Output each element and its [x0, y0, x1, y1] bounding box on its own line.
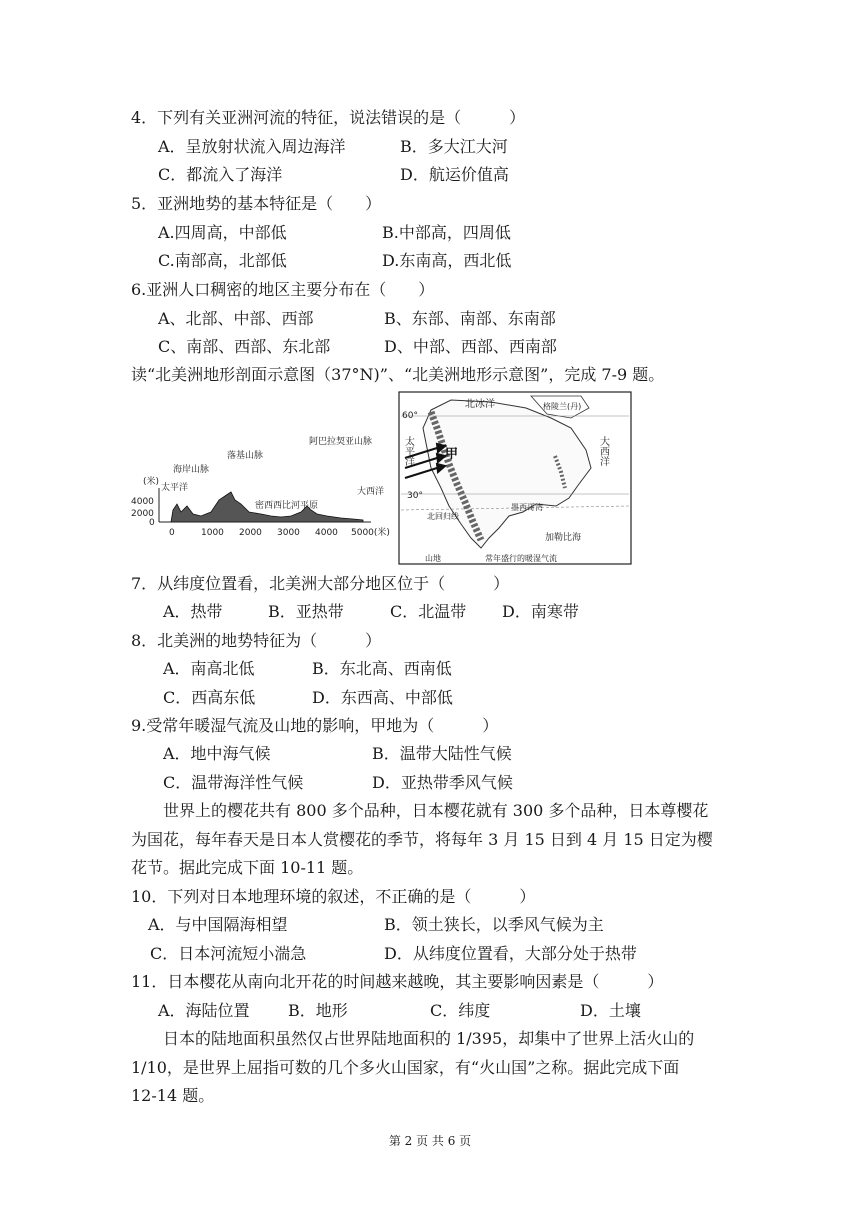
label-lat-60: 60°: [402, 411, 418, 421]
question-5-stem: 5．亚洲地势的基本特征是（ ）: [131, 194, 382, 213]
q6-option-c: C、南部、西部、东北部: [158, 337, 331, 356]
profile-y-tick-4000: 4000: [131, 497, 154, 507]
passage1-line-2: 为国花，每年春天是日本人赏樱花的季节，将每年 3 月 15 日到 4 月 15 日定为樱: [131, 830, 713, 849]
q9-option-a: A．地中海气候: [163, 744, 271, 763]
profile-x-tick-5000: 5000(米): [351, 528, 390, 538]
profile-x-tick-3000: 3000: [277, 528, 300, 538]
q5-option-c: C.南部高，北部低: [158, 251, 287, 270]
profile-y-unit: (米): [143, 477, 160, 487]
passage1-line-1: 世界上的樱花共有 800 多个品种，日本樱花就有 300 多个品种，日本尊樱花: [163, 801, 709, 820]
q5-option-b: B.中部高，四周低: [382, 223, 511, 242]
q9-option-b: B．温带大陆性气候: [372, 744, 512, 763]
label-gulf-of-mexico: 墨西哥湾: [511, 503, 543, 512]
passage2-line-1: 日本的陆地面积虽然仅占世界陆地面积的 1/395，却集中了世界上活火山的: [163, 1029, 695, 1048]
q8-option-c: C．西高东低: [163, 688, 256, 707]
question-7-stem: 7．从纬度位置看，北美洲大部分地区位于（ ）: [131, 574, 510, 593]
label-coast-range: 海岸山脉: [173, 465, 210, 475]
label-atlantic-ocean: 大西洋: [597, 436, 609, 466]
passage1-line-3: 花节。据此完成下面 10-11 题。: [131, 858, 364, 877]
q11-option-b: B．地形: [288, 1001, 348, 1020]
q7-option-b: B．亚热带: [268, 602, 344, 621]
label-pacific-side: 太平洋: [161, 483, 189, 493]
label-pacific-ocean: 太平洋: [402, 436, 414, 466]
q10-option-d: D．从纬度位置看，大部分处于热带: [384, 944, 637, 963]
north-america-figure: [131, 388, 634, 568]
q4-option-c: C．都流入了海洋: [158, 165, 283, 184]
question-9-stem: 9.受常年暖湿气流及山地的影响，甲地为（ ）: [131, 716, 499, 735]
label-lat-30: 30°: [407, 491, 423, 501]
label-atlantic-side: 大西洋: [357, 487, 385, 497]
q6-option-b: B、东部、南部、东南部: [384, 309, 556, 328]
intro-7-9: 读“北美洲地形剖面示意图（37°N)”、“北美洲地形示意图”，完成 7-9 题。: [131, 365, 665, 384]
profile-x-tick-1000: 1000: [201, 528, 224, 538]
page-number: 第 2 页 共 6 页: [388, 1134, 472, 1148]
q8-option-d: D．东西高、中部低: [312, 688, 453, 707]
q8-option-b: B．东北高、西南低: [312, 659, 452, 678]
q11-option-a: A．海陆位置: [158, 1001, 250, 1020]
profile-y-tick-0: 0: [149, 518, 155, 528]
question-4-stem: 4．下列有关亚洲河流的特征，说法错误的是（ ）: [131, 108, 526, 127]
terrain-profile: [131, 435, 390, 538]
north-america-figure-svg: [131, 388, 634, 568]
passage2-line-2: 1/10，是世界上屈指可数的几个多火山国家，有“火山国”之称。据此完成下面: [131, 1058, 680, 1077]
q5-option-d: D.东南高，西北低: [382, 251, 512, 270]
profile-x-tick-4000: 4000: [315, 528, 338, 538]
question-10-stem: 10．下列对日本地理环境的叙述，不正确的是（ ）: [131, 887, 536, 906]
legend-mountain: 山地: [425, 554, 441, 563]
q6-option-d: D、中部、西部、西南部: [384, 337, 557, 356]
q11-option-c: C．纬度: [430, 1001, 491, 1020]
q7-option-d: D．南寒带: [502, 602, 579, 621]
profile-y-tick-2000: 2000: [131, 509, 154, 519]
question-6-stem: 6.亚洲人口稠密的地区主要分布在（ ）: [131, 280, 435, 299]
label-greenland: 格陵兰(丹): [543, 402, 582, 411]
profile-x-tick-0: 0: [169, 528, 175, 538]
label-tropic: 北回归线: [427, 512, 459, 521]
question-8-stem: 8．北美洲的地势特征为（ ）: [131, 631, 382, 650]
q7-option-c: C．北温带: [390, 602, 467, 621]
label-caribbean: 加勒比海: [545, 533, 582, 543]
north-america-map: [399, 392, 631, 564]
label-mississippi-plain: 密西西比河平原: [255, 501, 319, 511]
q4-option-b: B．多大江大河: [400, 137, 508, 156]
label-rocky-mountains: 落基山脉: [227, 451, 264, 461]
q5-option-a: A.四周高，中部低: [158, 223, 287, 242]
q6-option-a: A、北部、中部、西部: [158, 309, 314, 328]
passage2-line-3: 12-14 题。: [131, 1086, 215, 1105]
label-jia: 甲: [445, 447, 459, 462]
q11-option-d: D．土壤: [580, 1001, 641, 1020]
label-appalachian: 阿巴拉契亚山脉: [309, 437, 373, 447]
q4-option-a: A．呈放射状流入周边海洋: [158, 137, 346, 156]
q10-option-c: C．日本河流短小湍急: [150, 944, 307, 963]
label-arctic-ocean: 北冰洋: [465, 399, 495, 410]
q9-option-c: C．温带海洋性气候: [163, 773, 304, 792]
question-11-stem: 11．日本樱花从南向北开花的时间越来越晚，其主要影响因素是（ ）: [131, 972, 664, 991]
profile-x-tick-2000: 2000: [239, 528, 262, 538]
q8-option-a: A．南高北低: [163, 659, 255, 678]
q10-option-a: A．与中国隔海相望: [148, 915, 288, 934]
q7-option-a: A．热带: [163, 602, 223, 621]
q10-option-b: B．领土狭长，以季风气候为主: [384, 915, 604, 934]
q4-option-d: D．航运价值高: [400, 165, 509, 184]
legend-wind: 常年盛行的暖湿气流: [485, 554, 557, 563]
q9-option-d: D．亚热带季风气候: [372, 773, 513, 792]
